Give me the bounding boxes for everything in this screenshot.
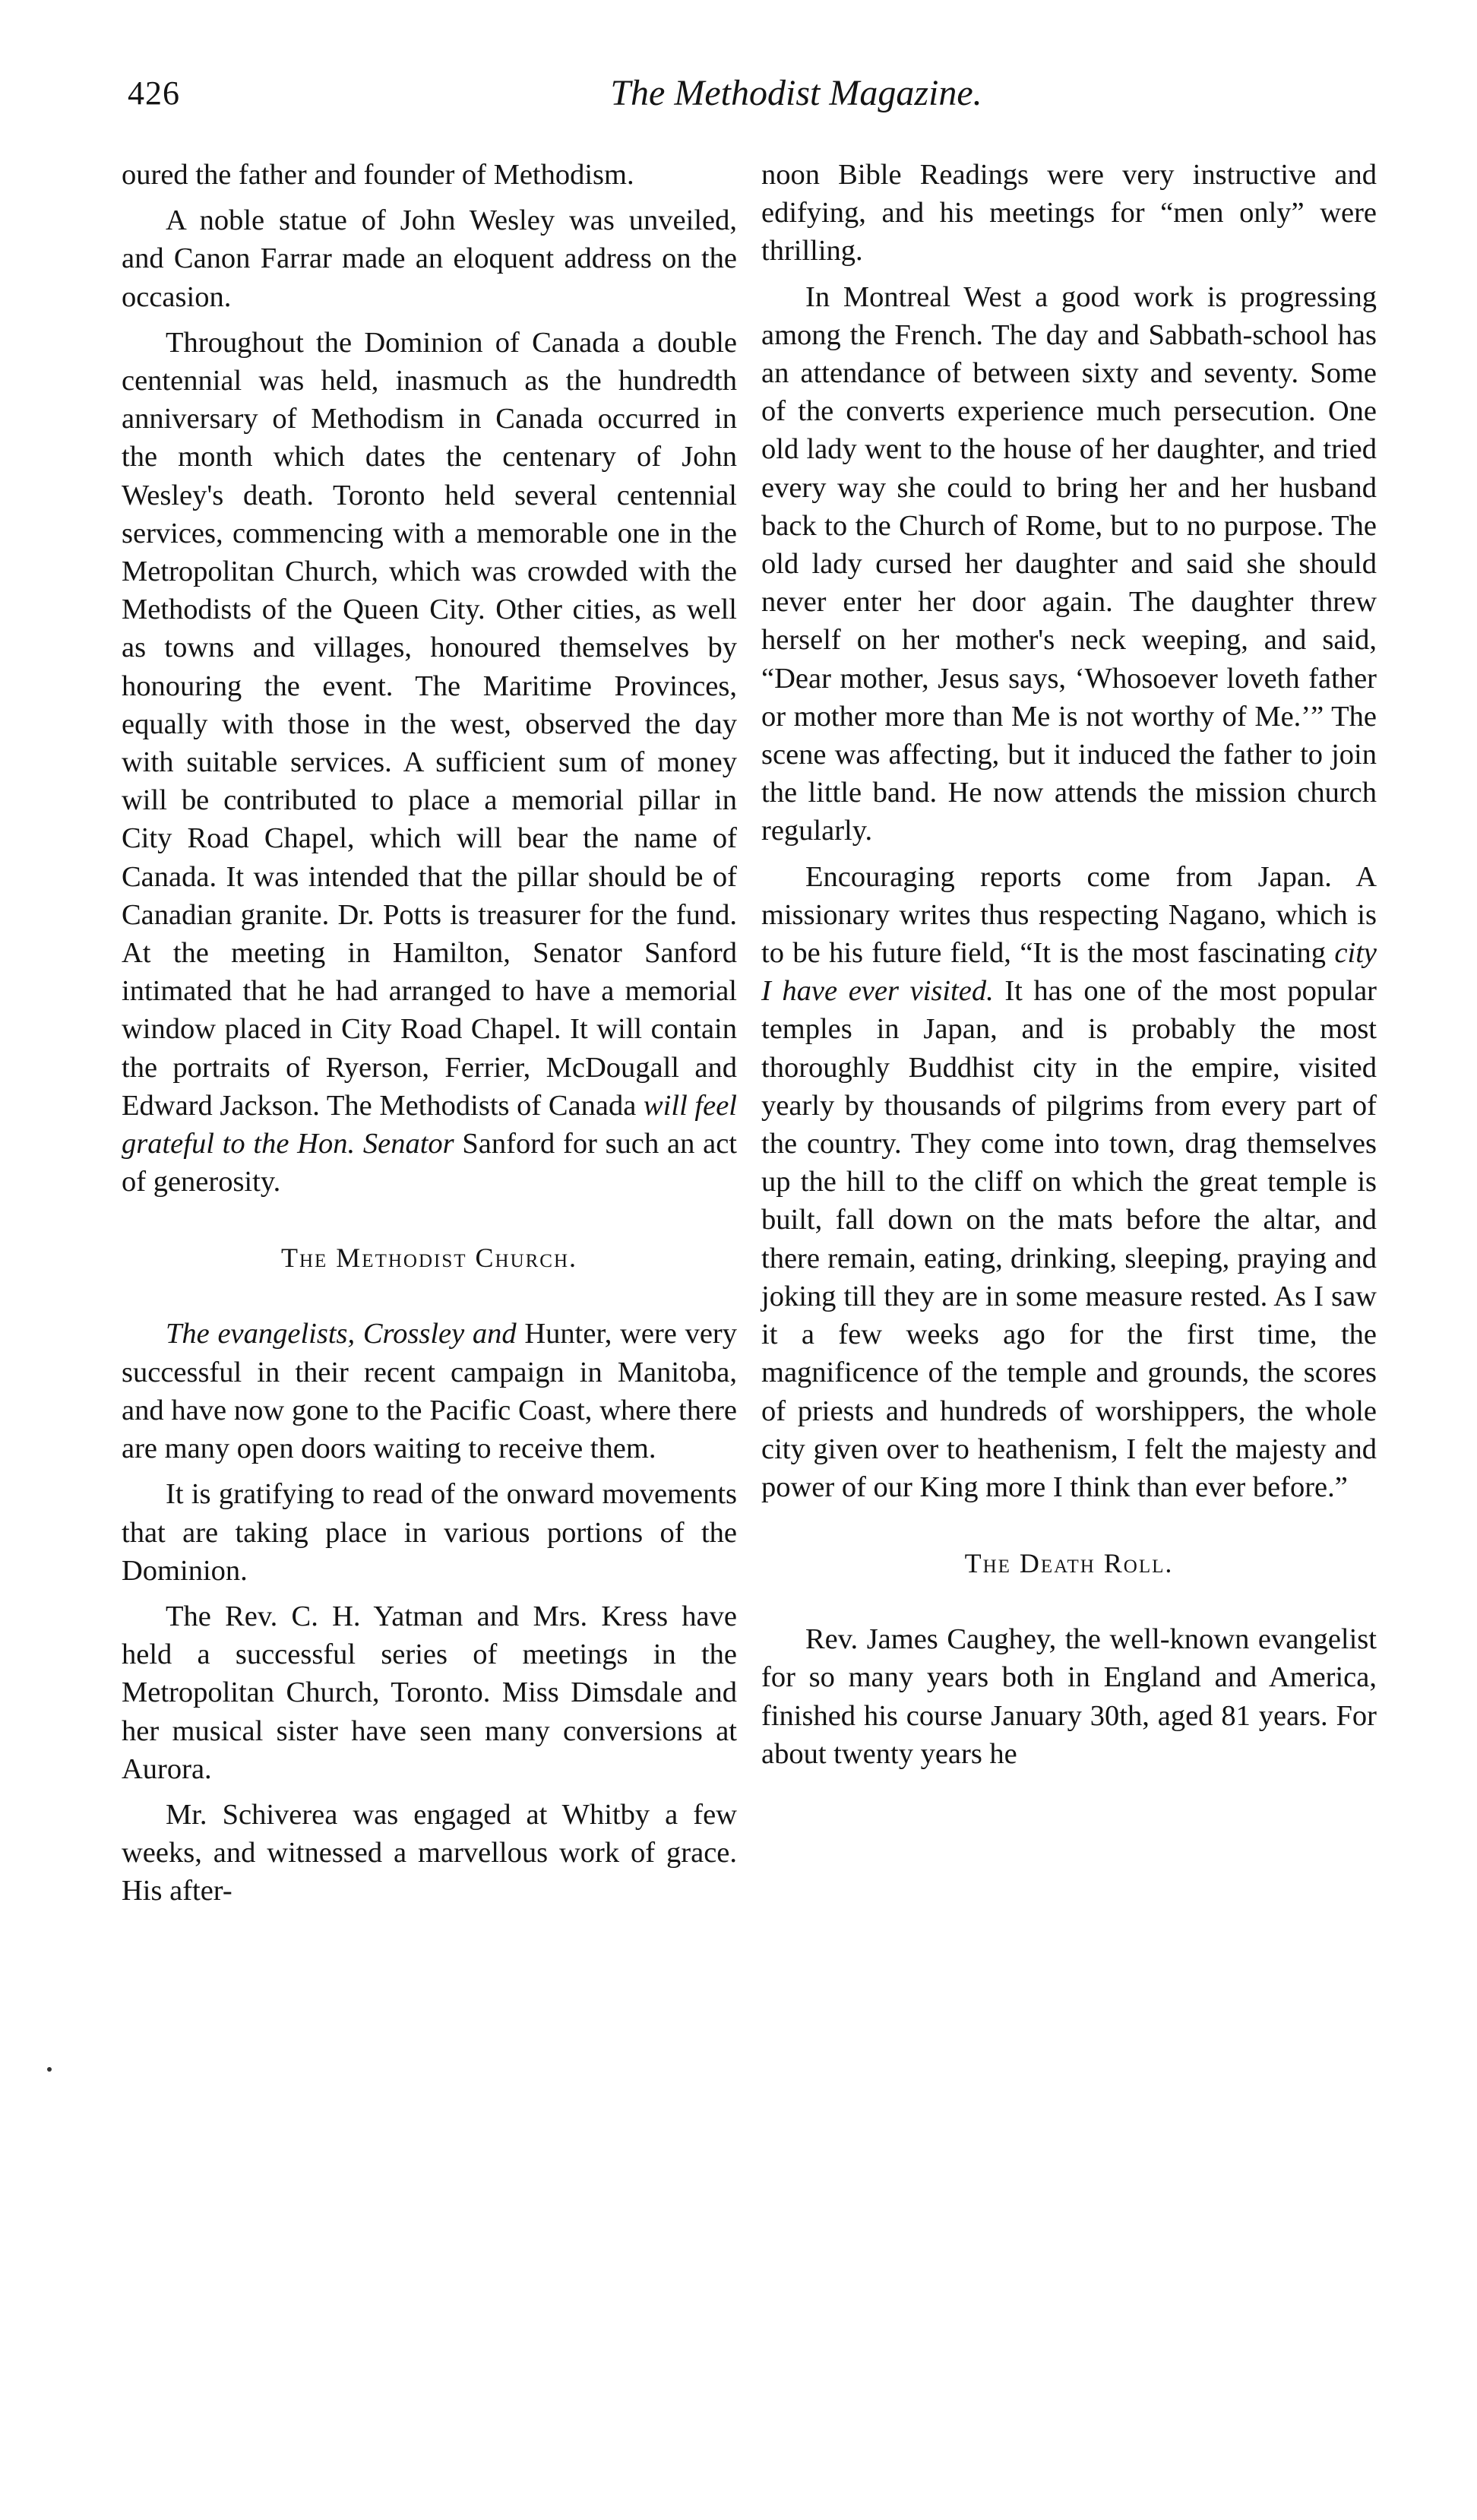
section-heading: The Death Roll. — [964, 1548, 1174, 1579]
paragraph-text: Throughout the Dominion of Canada a double centennial was held, inasmuch as the hundredth anniversary of Methodism in Canada occurred in the month which dates the centenary of John Wesley's death. Toronto held several centennial services, commencing with a memorable one in the Metropolitan Church, which was crowded with the Methodists of the Queen City. Other cities, as well as towns and villages, honoured themselves by honouring the event. The Maritime Provinces, equally with those in the west, observed the day with suitable services. A sufficient sum of money will be contributed to place a memorial pillar in City Road Chapel, which will bear the name of Canada. It was intended that the pillar should be of Canadian granite. Dr. Potts is treasurer for the fund. At the meeting in Hamilton, Senator Sanford intimated that he had arranged to have a memorial window placed in City Road Chapel. It will contain the portraits of Ryerson, Ferrier, McDougall and Edward Jackson. The Methodists of Canada — [122, 326, 737, 1122]
paragraph-italic-text: city I have ever visited. — [761, 937, 1377, 1008]
left-column — [122, 156, 737, 1918]
paragraph-italic-text: will feel grateful to the Hon. Senator — [122, 1089, 737, 1160]
section-heading: The Methodist Church. — [280, 1243, 578, 1274]
page-number: 426 — [128, 74, 180, 112]
paragraph — [761, 858, 1377, 1506]
paragraph: It is gratifying to read of the onward movements that are taking place in various portions of the Dominion. — [122, 1478, 737, 1587]
paragraph-text: Sanford for such an act of generosity. — [122, 1128, 737, 1198]
paragraph-text: Hunter, were very successful in their recent campaign in Manitoba, and have now gone to the Pacific Coast, where there are many open doors waiting to receive them. — [122, 1318, 737, 1465]
paragraph: Rev. James Caughey, the well-known evangelist for so many years both in England and America, finished his course January 30th, aged 81 years. For about twenty years he — [761, 1623, 1377, 1770]
margin-speck — [47, 2067, 52, 2072]
paragraph: The Rev. C. H. Yatman and Mrs. Kress have held a successful series of meetings in the Metropolitan Church, Toronto. Miss Dimsdale and her musical sister have seen many conversions at Aurora. — [122, 1600, 737, 1785]
paragraph — [122, 1315, 737, 1467]
paragraph: Mr. Schiverea was engaged at Whitby a few weeks, and witnessed a marvellous work of grace. His after- — [122, 1798, 737, 1907]
running-title: The Methodist Magazine. — [610, 73, 982, 113]
paragraph: oured the father and founder of Methodism. — [122, 159, 634, 191]
paragraph-italic-text: The evangelists, Crossley and — [166, 1318, 517, 1350]
paragraph: A noble statue of John Wesley was unveiled, and Canon Farrar made an eloquent address on the occasion. — [122, 204, 737, 313]
paragraph: In Montreal West a good work is progressing among the French. The day and Sabbath-school has an attendance of between sixty and seventy. Some of the converts experience much persecution. One old lady went to the house of her daughter, and tried every way she could to bring her and her husband back to the Church of Rome, but to no purpose. The old lady cursed her daughter and said she should never enter her door again. The daughter threw herself on her mother's neck weeping, and said, “Dear mother, Jesus says, ‘Whosoever loveth father or mother more than Me is not worthy of Me.’” The scene was affecting, but it induced the father to join the little band. He now attends the mission church regularly. — [761, 280, 1377, 847]
paragraph: noon Bible Readings were very instructive and edifying, and his meetings for “men only” were thrilling. — [761, 159, 1377, 268]
paragraph-text: It has one of the most popular temples in Japan, and is probably the most thoroughly Buddhist city in the empire, visited yearly by thousands of pilgrims from every part of the country. They come into town, drag themselves up the hill to the cliff on which the great temple is built, fall down on the mats before the altar, and there remain, eating, drinking, sleeping, praying and joking till they are in some measure rested. As I saw it a few weeks ago for the first time, the magnificence of the temple and grounds, the scores of priests and hundreds of worshippers, the whole city given over to heathenism, I felt the majesty and power of our King more I think than ever before.” — [761, 975, 1377, 1503]
paragraph-text: Encouraging reports come from Japan. A missionary writes thus respecting Nagano, which is to be his future field, “It is the most fascinating — [761, 860, 1377, 970]
page-header — [128, 70, 1374, 123]
right-column — [761, 156, 1377, 1781]
paragraph — [122, 324, 737, 1201]
